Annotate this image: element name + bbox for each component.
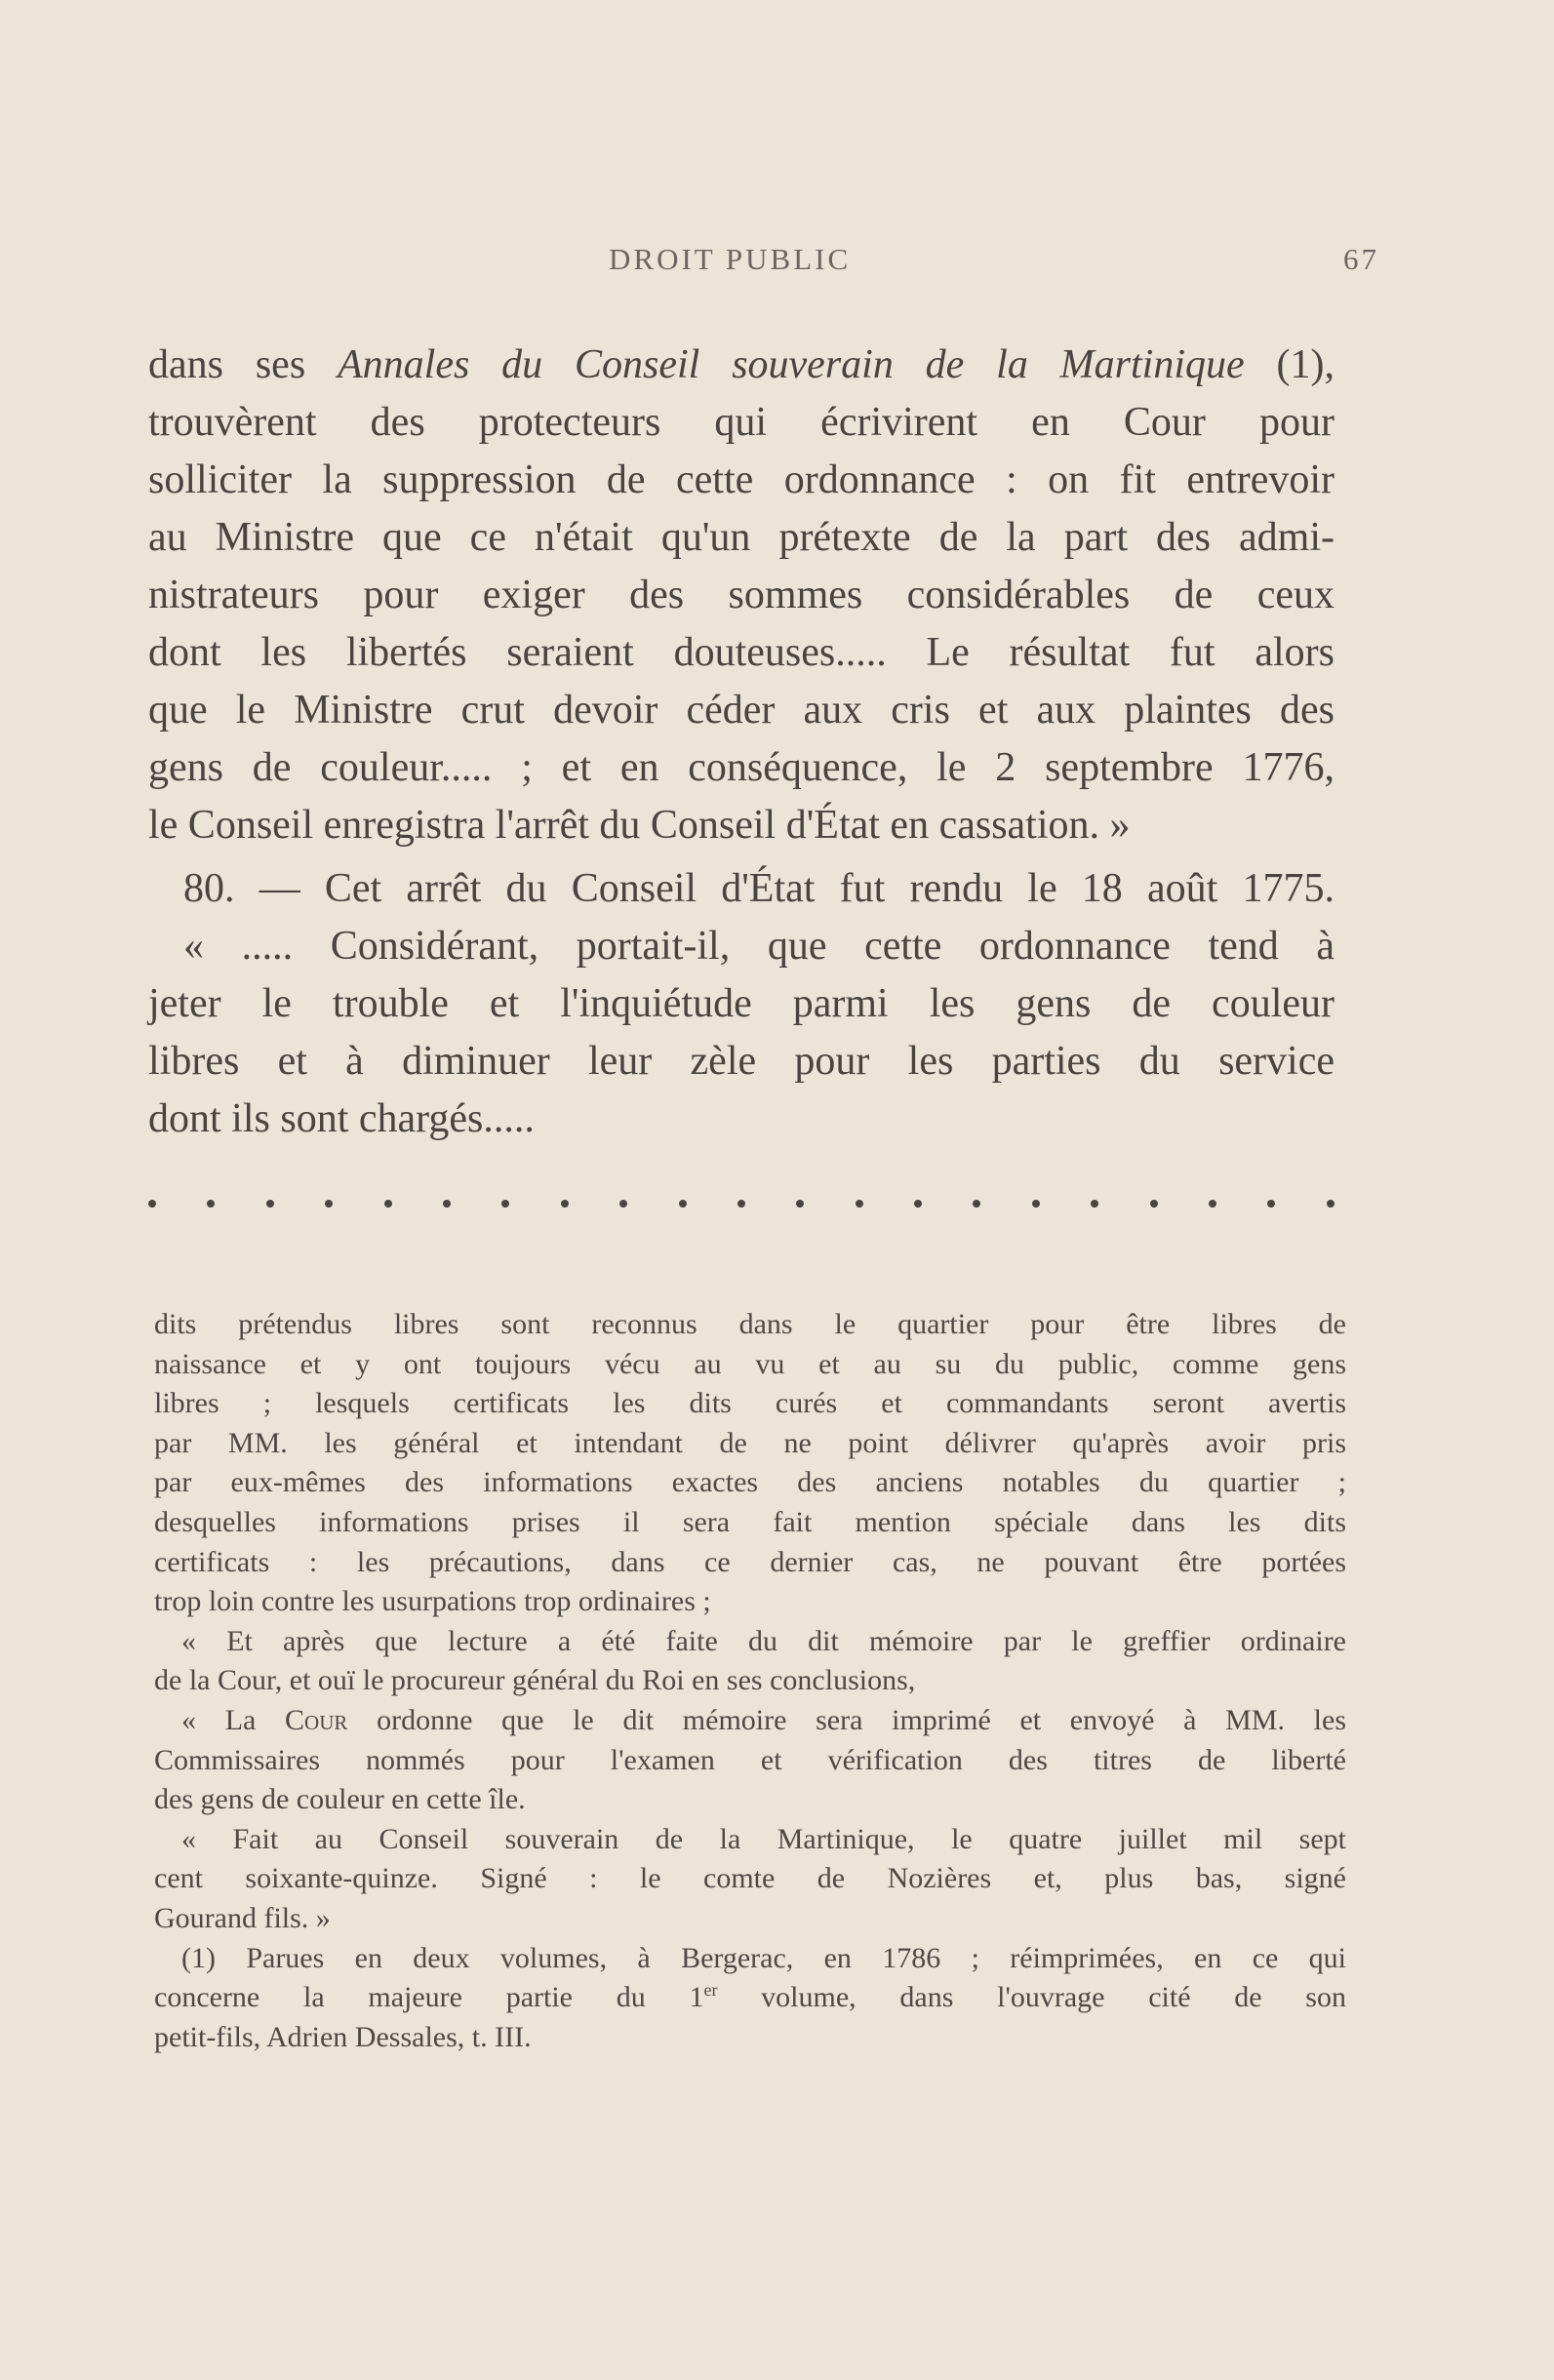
note-line: certificats : les précautions, dans ce dernier cas, ne pouvant être portées — [154, 1545, 1346, 1578]
main-text — [148, 337, 1335, 1148]
dot — [1032, 1200, 1040, 1208]
main-line: gens de couleur..... ; et en conséquence, le 2 septembre 1776, — [148, 745, 1335, 790]
main-line — [148, 337, 1335, 394]
note-line: libres ; lesquels certificats les dits curés et commandants seront avertis — [154, 1387, 1346, 1420]
note-line: naissance et y ont toujours vécu au vu et au su du public, comme gens — [154, 1347, 1346, 1380]
superscript: er — [703, 1980, 718, 2001]
text-fragment: volume, dans l'ouvrage cité de son — [717, 1981, 1346, 2014]
dot — [619, 1200, 627, 1208]
main-line: au Ministre que ce n'était qu'un prétexte de la part des admi- — [148, 515, 1335, 560]
main-line: le Conseil enregistra l'arrêt du Conseil d'État en cassation. » — [148, 803, 1131, 848]
text-fragment: ordonne que le dit mémoire sera imprimé et envoyé à MM. les — [347, 1703, 1347, 1736]
paragraph-line: libres et à diminuer leur zèle pour les parties du service — [148, 1039, 1335, 1084]
dot — [1267, 1200, 1275, 1208]
note-line: « Fait au Conseil souverain de la Martinique, le quatre juillet mil sept — [181, 1822, 1346, 1855]
dot — [266, 1200, 274, 1208]
dot — [973, 1200, 980, 1208]
note-line: Commissaires nommés pour l'examen et vérification des titres de liberté — [154, 1743, 1346, 1776]
ellipsis-dot-row — [148, 1200, 1335, 1208]
note-line: par eux-mêmes des informations exactes des anciens notables du quartier ; — [154, 1466, 1346, 1499]
text-fragment: dans ses — [148, 342, 339, 387]
dot — [796, 1200, 804, 1208]
footnote-line: petit-fils, Adrien Dessales, t. III. — [154, 2020, 532, 2053]
main-line: trouvèrent des protecteurs qui écrivirent en Cour pour — [148, 400, 1335, 445]
note-line: de la Cour, et ouï le procureur général du Roi en ses conclusions, — [154, 1664, 916, 1697]
note-line: trop loin contre les usurpations trop ordinaires ; — [154, 1585, 711, 1618]
main-line: que le Ministre crut devoir céder aux cris et aux plaintes des — [148, 688, 1335, 733]
running-head-title: DROIT PUBLIC — [609, 242, 852, 276]
note-line: par MM. les général et intendant de ne point délivrer qu'après avoir pris — [154, 1426, 1346, 1459]
text-fragment: concerne la majeure partie du 1 — [154, 1981, 704, 2014]
note-line: Gourand fils. » — [154, 1901, 331, 1934]
footnote-line — [154, 1978, 1346, 2018]
page-number: 67 — [1343, 242, 1379, 276]
dot — [737, 1200, 745, 1208]
text-fragment: « La — [181, 1703, 286, 1736]
main-line: nistrateurs pour exiger des sommes considérables de ceux — [148, 573, 1335, 617]
footnote-ref: (1), — [1244, 342, 1335, 387]
dot — [207, 1200, 215, 1208]
footnote-line: (1) Parues en deux volumes, à Bergerac, en 1786 ; réimprimées, en ce qui — [181, 1941, 1346, 1974]
dot — [501, 1200, 509, 1208]
running-head — [148, 242, 1379, 281]
paragraph-line: jeter le trouble et l'inquiétude parmi les gens de couleur — [148, 981, 1335, 1026]
note-line: desquelles informations prises il sera fait mention spéciale dans les dits — [154, 1505, 1346, 1538]
main-line: dont les libertés seraient douteuses..... Le résultat fut alors — [148, 630, 1335, 675]
dot — [325, 1200, 333, 1208]
notes-block — [154, 1305, 1346, 2057]
note-line: cent soixante-quinze. Signé : le comte de Nozières et, plus bas, signé — [154, 1862, 1346, 1895]
dot — [679, 1200, 687, 1208]
paragraph-line: « ..... Considérant, portait-il, que cette ordonnance tend à — [183, 924, 1335, 969]
paragraph-line: dont ils sont chargés..... — [148, 1096, 535, 1141]
note-line: des gens de couleur en cette île. — [154, 1783, 526, 1816]
dot — [443, 1200, 451, 1208]
dot — [856, 1200, 863, 1208]
main-line: solliciter la suppression de cette ordonnance : on fit entrevoir — [148, 457, 1335, 502]
dot — [914, 1200, 922, 1208]
smallcaps-cour: Cour — [285, 1703, 348, 1736]
book-title: Annales du Conseil souverain de la Martinique — [338, 342, 1245, 387]
note-line: « Et après que lecture a été faite du dit mémoire par le greffier ordinaire — [181, 1624, 1346, 1657]
dot — [1327, 1200, 1335, 1208]
note-line: dits prétendus libres sont reconnus dans le quartier pour être libres de — [154, 1308, 1346, 1340]
dot — [1150, 1200, 1158, 1208]
paragraph-line: 80. — Cet arrêt du Conseil d'État fut rendu le 18 août 1775. — [183, 866, 1335, 911]
dot — [561, 1200, 569, 1208]
dot — [1091, 1200, 1098, 1208]
dot — [384, 1200, 392, 1208]
note-line — [154, 1701, 1346, 1741]
dot — [1209, 1200, 1216, 1208]
dot — [148, 1200, 156, 1208]
